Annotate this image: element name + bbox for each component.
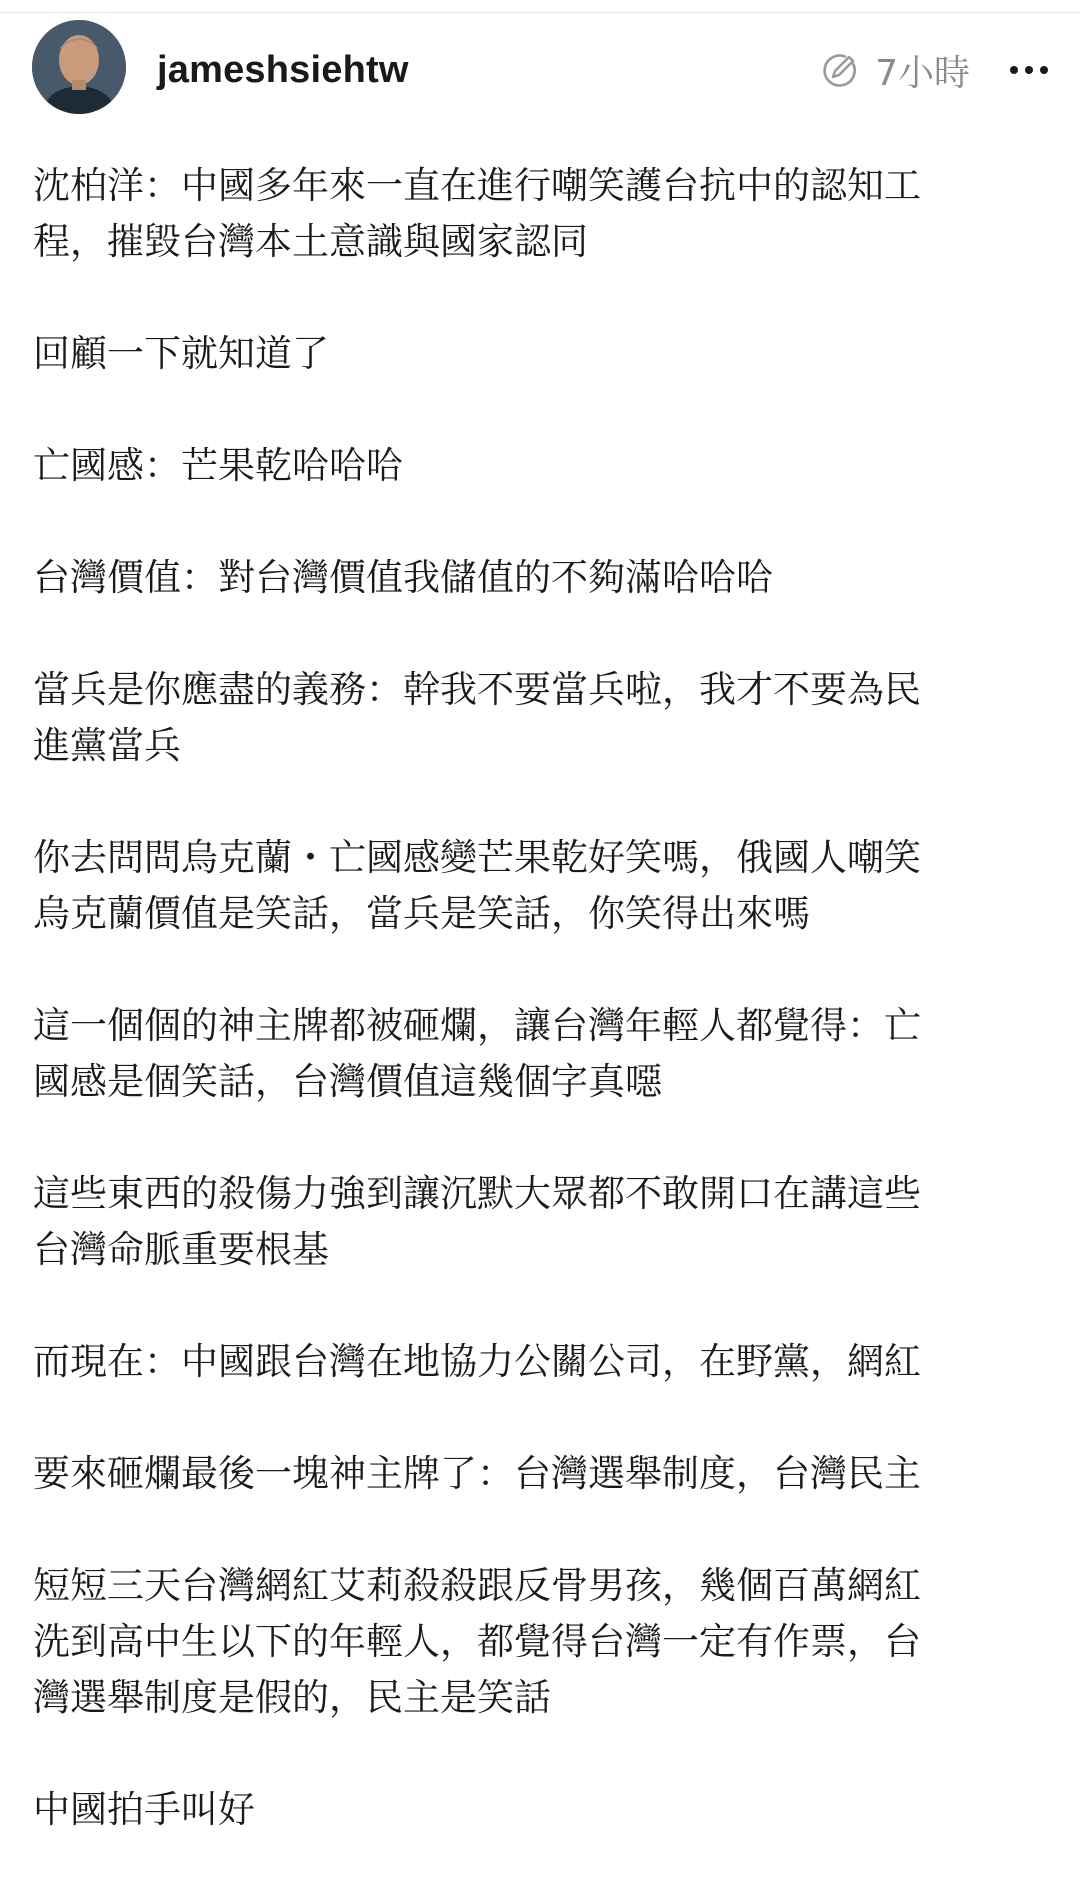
post-paragraph: 沈柏洋：中國多年來一直在進行嘲笑護台抗中的認知工 程，摧毀台灣本土意識與國家認同: [33, 164, 921, 263]
post-timestamp: 7小時: [875, 52, 970, 94]
post-paragraph: 回顧一下就知道了: [33, 332, 329, 375]
post-paragraph: 而現在：中國跟台灣在地協力公關公司，在野黨，網紅: [33, 1340, 921, 1383]
post-paragraph: 中國拍手叫好: [33, 1788, 255, 1831]
post-paragraph: 這一個個的神主牌都被砸爛，讓台灣年輕人都覺得：亡 國感是個笑話，台灣價值這幾個字真噁: [33, 1004, 921, 1103]
post-paragraph: 亡國感：芒果乾哈哈哈: [33, 444, 403, 487]
post-paragraph: 你去問問烏克蘭・亡國感變芒果乾好笑嗎，俄國人嘲笑 烏克蘭價值是笑話，當兵是笑話，你笑得出來嗎: [33, 836, 921, 935]
post-paragraph: 當兵是你應盡的義務：幹我不要當兵啦，我才不要為民 進黨當兵: [33, 668, 921, 767]
post-paragraph: 要來砸爛最後一塊神主牌了：台灣選舉制度，台灣民主: [33, 1452, 921, 1495]
post-paragraph: 短短三天台灣網紅艾莉殺殺跟反骨男孩，幾個百萬網紅 洗到高中生以下的年輕人，都覺得台灣一定有作票，台 灣選舉制度是假的，民主是笑話: [33, 1564, 921, 1719]
more-dots-icon[interactable]: [1010, 50, 1048, 90]
post-meta: [819, 46, 1048, 94]
post-body: [33, 158, 1043, 1894]
edit-circle-icon: [819, 50, 859, 90]
post-paragraph: 這些東西的殺傷力強到讓沉默大眾都不敢開口在講這些 台灣命脈重要根基: [33, 1172, 921, 1271]
avatar[interactable]: [32, 20, 126, 114]
post-header: [0, 12, 1080, 120]
author-username[interactable]: jameshsiehtw: [157, 49, 409, 91]
post-paragraph: 台灣價值：對台灣價值我儲值的不夠滿哈哈哈: [33, 556, 773, 599]
